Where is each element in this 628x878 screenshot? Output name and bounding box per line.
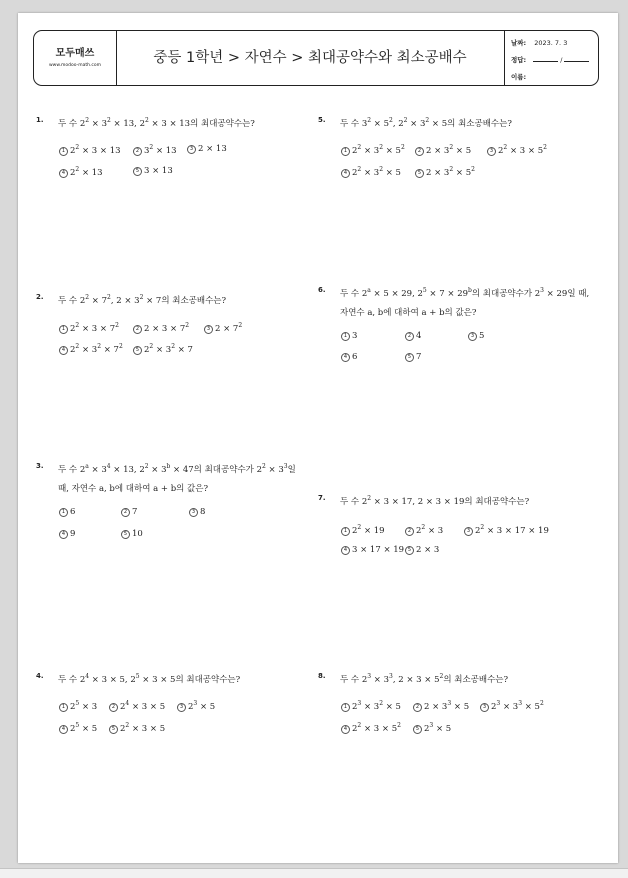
option-1 xyxy=(59,322,119,334)
option-marker-icon: 1 xyxy=(341,147,350,156)
option-marker-icon: 1 xyxy=(59,325,68,334)
option-marker-icon: 2 xyxy=(405,332,414,341)
answer-blank-2 xyxy=(564,61,589,62)
option-3 xyxy=(480,700,544,712)
option-text: 4 xyxy=(416,331,422,341)
question-number: 3. xyxy=(36,462,44,470)
option-text: $2^2 \times 3$ xyxy=(416,524,444,536)
option-text: 2 × 3 xyxy=(416,545,440,555)
info-box xyxy=(504,31,598,85)
option-text: $3^2 \times 13$ xyxy=(144,144,177,156)
option-text: $2 \times 3 \times 7^2$ xyxy=(144,322,190,334)
option-marker-icon: 5 xyxy=(415,169,424,178)
option-text: $2^2 \times 3^2 \times 7^2$ xyxy=(70,343,123,355)
option-text: 10 xyxy=(132,529,143,539)
question-text: 두 수 $2^4 \times 3 \times 5$, $2^5 \times 3 \times 5$의 최대공약수는? xyxy=(58,673,241,685)
question-text: 두 수 $2^2 \times 3^2 \times 13$, $2^2 \times 3 \times 13$의 최대공약수는? xyxy=(58,117,255,129)
option-2 xyxy=(133,322,189,334)
option-marker-icon: 1 xyxy=(59,703,68,712)
option-1 xyxy=(59,507,75,517)
option-text: 5 xyxy=(479,331,485,341)
option-marker-icon: 5 xyxy=(133,167,142,176)
question-text: 두 수 $2^2 \times 3 \times 17$, 2 × 3 × 19의 최대공약수는? xyxy=(340,495,530,507)
option-4 xyxy=(59,343,123,355)
question-text: 두 수 $3^2 \times 5^2$, $2^2 \times 3^2 \times 5$의 최소공배수는? xyxy=(340,117,512,129)
option-marker-icon: 5 xyxy=(109,725,118,734)
option-text: 2 × 13 xyxy=(198,144,227,154)
option-text: $2^2 \times 3 \times 5$ xyxy=(120,722,166,734)
option-marker-icon: 2 xyxy=(121,508,130,517)
option-2 xyxy=(109,700,165,712)
question-text: 두 수 $2^a \times 3^4 \times 13$, $2^2 \times 3^b \times 47$의 최대공약수가 $2^2 \times 3^3$일 때, 자연수 a, b에 대하여 a + b의 값은? xyxy=(58,463,296,494)
worksheet-header xyxy=(33,30,599,86)
option-1 xyxy=(341,331,357,341)
option-marker-icon: 4 xyxy=(341,546,350,555)
option-4 xyxy=(59,166,103,178)
option-text: $2^2 \times 19$ xyxy=(352,524,385,536)
option-marker-icon: 1 xyxy=(59,508,68,517)
option-marker-icon: 1 xyxy=(341,703,350,712)
name-label: 이름: xyxy=(511,73,527,81)
option-1 xyxy=(341,144,405,156)
option-marker-icon: 2 xyxy=(133,147,142,156)
option-marker-icon: 4 xyxy=(341,725,350,734)
option-5 xyxy=(133,343,193,355)
question-text: 두 수 $2^3 \times 3^3$, $2 \times 3 \times 5^2$의 최소공배수는? xyxy=(340,673,509,685)
option-text: 9 xyxy=(70,529,76,539)
option-1 xyxy=(341,700,401,712)
option-5 xyxy=(405,352,421,362)
logo-name: 모두매쓰 xyxy=(55,48,95,59)
option-marker-icon: 1 xyxy=(59,147,68,156)
option-text: $2 \times 3^2 \times 5$ xyxy=(426,144,472,156)
option-5 xyxy=(415,166,475,178)
option-4 xyxy=(59,529,75,539)
option-4 xyxy=(341,545,404,555)
option-marker-icon: 5 xyxy=(121,530,130,539)
logo-url: www.modoo-math.com xyxy=(48,63,102,68)
option-text: $2^3 \times 3^3 \times 5^2$ xyxy=(491,700,544,712)
answer-separator: / xyxy=(560,56,563,64)
question-number: 4. xyxy=(36,672,44,680)
option-text: $2^2 \times 3 \times 5^2$ xyxy=(352,722,401,734)
worksheet-page xyxy=(18,13,618,863)
option-marker-icon: 3 xyxy=(177,703,186,712)
option-1 xyxy=(59,700,97,712)
question-number: 5. xyxy=(318,116,326,124)
option-4 xyxy=(341,722,401,734)
option-5 xyxy=(133,166,173,176)
option-marker-icon: 2 xyxy=(415,147,424,156)
question-number: 2. xyxy=(36,293,44,301)
question-number: 8. xyxy=(318,672,326,680)
option-text: $2^5 \times 5$ xyxy=(70,722,98,734)
option-text: $2^2 \times 13$ xyxy=(70,166,103,178)
option-marker-icon: 5 xyxy=(413,725,422,734)
option-text: $2^3 \times 3^2 \times 5$ xyxy=(352,700,401,712)
option-marker-icon: 3 xyxy=(189,508,198,517)
date-label: 날짜: xyxy=(511,39,527,47)
question-number: 1. xyxy=(36,116,44,124)
option-marker-icon: 4 xyxy=(59,169,68,178)
option-marker-icon: 5 xyxy=(405,353,414,362)
option-marker-icon: 3 xyxy=(464,527,473,536)
option-3 xyxy=(177,700,215,712)
answer-blank-1 xyxy=(533,61,558,62)
option-marker-icon: 4 xyxy=(341,353,350,362)
option-marker-icon: 3 xyxy=(487,147,496,156)
option-text: $2^2 \times 3^2 \times 5^2$ xyxy=(352,144,405,156)
option-2 xyxy=(405,524,443,536)
option-4 xyxy=(341,352,357,362)
option-text: $2 \times 7^2$ xyxy=(215,322,243,334)
option-text: $2^2 \times 3 \times 17 \times 19$ xyxy=(475,524,549,536)
option-2 xyxy=(405,331,421,341)
option-marker-icon: 4 xyxy=(59,530,68,539)
option-1 xyxy=(341,524,385,536)
option-marker-icon: 4 xyxy=(341,169,350,178)
option-marker-icon: 2 xyxy=(405,527,414,536)
option-text: 6 xyxy=(70,507,76,517)
option-3 xyxy=(468,331,484,341)
option-5 xyxy=(405,545,439,555)
option-5 xyxy=(109,722,165,734)
option-marker-icon: 3 xyxy=(480,703,489,712)
option-text: $2^3 \times 5$ xyxy=(424,722,452,734)
answer-row xyxy=(511,55,594,64)
option-2 xyxy=(133,144,177,156)
date-row xyxy=(511,38,594,47)
option-text: 6 xyxy=(352,352,358,362)
option-1 xyxy=(59,144,121,156)
option-marker-icon: 5 xyxy=(405,546,414,555)
option-marker-icon: 2 xyxy=(413,703,422,712)
option-marker-icon: 3 xyxy=(187,145,196,154)
option-2 xyxy=(415,144,471,156)
option-text: $2^4 \times 3 \times 5$ xyxy=(120,700,166,712)
option-text: $2^2 \times 3 \times 7^2$ xyxy=(70,322,119,334)
answer-label: 정답: xyxy=(511,56,527,64)
option-3 xyxy=(464,524,549,536)
option-text: 7 xyxy=(416,352,422,362)
option-marker-icon: 4 xyxy=(59,725,68,734)
option-5 xyxy=(121,529,143,539)
logo xyxy=(34,31,117,85)
date-value: 2023. 7. 3 xyxy=(534,39,568,47)
option-text: $2^2 \times 3 \times 5^2$ xyxy=(498,144,547,156)
option-text: $2^2 \times 3 \times 13$ xyxy=(70,144,121,156)
option-3 xyxy=(187,144,227,154)
option-text: $2^2 \times 3^2 \times 5$ xyxy=(352,166,401,178)
option-5 xyxy=(413,722,451,734)
question-text: 두 수 $2^2 \times 7^2$, $2 \times 3^2 \times 7$의 최소공배수는? xyxy=(58,294,227,306)
option-marker-icon: 3 xyxy=(468,332,477,341)
option-3 xyxy=(189,507,205,517)
option-2 xyxy=(413,700,469,712)
option-marker-icon: 1 xyxy=(341,332,350,341)
option-marker-icon: 5 xyxy=(133,346,142,355)
option-text: 3 xyxy=(352,331,358,341)
question-number: 6. xyxy=(318,286,326,294)
option-2 xyxy=(121,507,137,517)
option-text: 8 xyxy=(200,507,206,517)
option-4 xyxy=(59,722,97,734)
page-title: 중등 1학년 > 자연수 > 최대공약수와 최소공배수 xyxy=(153,50,467,66)
option-text: $2^5 \times 3$ xyxy=(70,700,98,712)
option-marker-icon: 2 xyxy=(109,703,118,712)
option-3 xyxy=(487,144,547,156)
option-4 xyxy=(341,166,401,178)
option-text: 7 xyxy=(132,507,138,517)
option-marker-icon: 2 xyxy=(133,325,142,334)
option-text: $2^2 \times 3^2 \times 7$ xyxy=(144,343,193,355)
name-row xyxy=(511,72,594,81)
option-marker-icon: 4 xyxy=(59,346,68,355)
question-number: 7. xyxy=(318,494,326,502)
option-3 xyxy=(204,322,242,334)
option-text: $2 \times 3^2 \times 5^2$ xyxy=(426,166,475,178)
option-text: 3 × 13 xyxy=(144,166,173,176)
option-marker-icon: 1 xyxy=(341,527,350,536)
option-text: $2 \times 3^3 \times 5$ xyxy=(424,700,470,712)
option-text: $2^3 \times 5$ xyxy=(188,700,216,712)
question-text: 두 수 $2^a \times 5 \times 29$, $2^5 \times 7 \times 29^b$의 최대공약수가 $2^3 \times 29$일 때, 자연수 a, b에 대하여 a + b의 값은? xyxy=(340,287,590,318)
option-marker-icon: 3 xyxy=(204,325,213,334)
option-text: 3 × 17 × 19 xyxy=(352,545,405,555)
